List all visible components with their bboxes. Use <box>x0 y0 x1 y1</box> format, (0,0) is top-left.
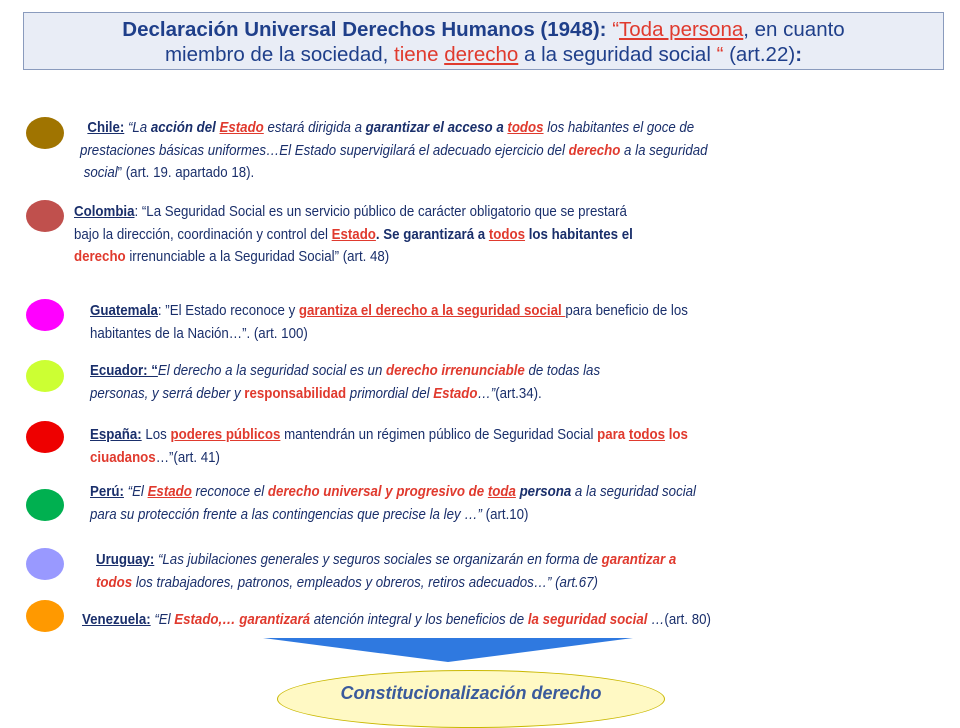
article-ref: ” (art. 19. apartado 18). <box>117 165 255 181</box>
highlight-garantizar: garantizar a <box>601 552 677 568</box>
article-ref: (art. 80) <box>664 612 711 628</box>
peru-bullet <box>26 489 64 521</box>
title-text: , en cuanto <box>743 18 845 41</box>
peru-line-1 <box>90 481 696 504</box>
text-segment: garantizar el acceso a <box>365 120 508 136</box>
text-segment: bajo la dirección, coordinación y control del <box>74 226 332 243</box>
venezuela-label: Venezuela: <box>82 612 151 628</box>
text-segment: de todas las <box>524 363 601 379</box>
guatemala-label: Guatemala <box>90 303 158 319</box>
highlight-todos: todos <box>96 574 133 591</box>
highlight-estado: Estado <box>147 484 192 500</box>
espana-bullet <box>26 421 64 453</box>
highlight-toda: toda <box>487 484 516 500</box>
text-segment: a la seguridad <box>620 142 708 159</box>
highlight-seguridad-social: la seguridad social <box>527 612 648 628</box>
uruguay-entry <box>96 549 676 594</box>
quote-mark: “ <box>154 552 163 568</box>
chile-entry <box>80 117 707 185</box>
uruguay-line-1 <box>96 549 676 572</box>
title-line-2 <box>24 42 943 67</box>
espana-label: España: <box>90 427 142 443</box>
highlight-todos: todos <box>488 226 526 243</box>
text-segment: a <box>474 226 489 243</box>
text-segment: mantendrán un régimen público de Seguridad Social <box>280 427 598 443</box>
text-segment: . Se <box>375 226 404 243</box>
conclusion-label: Constitucionalización derecho <box>340 683 602 703</box>
text-segment: atención integral y los beneficios de <box>310 612 528 628</box>
highlight-derecho-universal: derecho universal y progresivo de <box>267 484 488 500</box>
title-derecho: derecho <box>444 43 519 66</box>
text-segment: los trabajadores, patronos, empleados y obreros, retiros adecuados…” (art.67) <box>132 574 598 591</box>
article-ref: (art.34). <box>495 385 542 402</box>
venezuela-line-1 <box>82 609 711 632</box>
conclusion-ellipse <box>277 670 665 728</box>
text-segment: irrenunciable a la Seguridad Social” (art. 48) <box>125 249 390 265</box>
highlight-ciudadanos: ciuadanos <box>90 449 156 466</box>
highlight-derecho: derecho <box>568 142 621 159</box>
highlight-derecho-seguridad: garantiza el derecho a la seguridad social <box>298 303 566 319</box>
espana-entry <box>90 424 688 469</box>
text-segment: para su protección frente a las contingencias que precise la ley …” <box>90 506 486 523</box>
text-segment: Las jubilaciones generales y seguros sociales se organizarán en forma de <box>162 552 602 568</box>
highlight-estado-garantizara: Estado,… garantizará <box>174 612 311 628</box>
title-tiene: tiene <box>394 43 445 66</box>
peru-label: Perú: <box>90 484 124 500</box>
text-segment: El <box>158 612 175 628</box>
title-toda-persona: Toda persona <box>619 18 744 41</box>
title-quote-close: “ <box>716 43 724 66</box>
highlight-estado: Estado <box>433 385 478 402</box>
espana-line-2 <box>90 447 688 470</box>
article-ref: (art.10) <box>485 506 529 523</box>
ecuador-label: Ecuador: “ <box>90 363 158 379</box>
highlight-estado: Estado <box>331 226 376 243</box>
text-segment: los habitantes el <box>525 226 633 243</box>
venezuela-bullet <box>26 600 64 632</box>
colombia-bullet <box>26 200 64 232</box>
quote-mark: “ <box>150 612 159 628</box>
colombia-line-1 <box>74 201 633 224</box>
highlight-derecho: derecho <box>74 249 126 265</box>
title-line-1 <box>24 17 943 42</box>
title-text: a la seguridad social <box>518 43 717 66</box>
highlight-todos: todos <box>628 427 666 443</box>
title-article: (art.22) <box>723 43 796 66</box>
highlight-todos: todos <box>507 120 544 136</box>
ecuador-entry <box>90 360 600 405</box>
title-box <box>23 12 944 70</box>
colombia-line-3 <box>74 246 633 269</box>
text-segment: acción del <box>150 120 220 136</box>
title-quote-open: “ <box>612 18 620 41</box>
text-segment: … <box>647 612 665 628</box>
text-segment: : “La Seguridad Social es un servicio público de carácter obligatorio que se prestará <box>134 204 627 220</box>
article-ref: …”(art. 41) <box>155 449 220 466</box>
uruguay-bullet <box>26 548 64 580</box>
ecuador-bullet <box>26 360 64 392</box>
venezuela-entry <box>82 609 711 632</box>
espana-line-1 <box>90 424 688 447</box>
peru-entry <box>90 481 696 526</box>
text-segment: Los <box>141 427 171 443</box>
guatemala-entry <box>90 300 688 345</box>
ecuador-line-2 <box>90 383 600 406</box>
highlight-responsabilidad: responsabilidad <box>244 385 347 402</box>
text-segment: El derecho a la seguridad social es un <box>157 363 387 379</box>
uruguay-line-2 <box>96 572 676 595</box>
quote-mark: “ <box>123 484 133 500</box>
text-segment: estará dirigida a <box>263 120 366 136</box>
chile-line-3 <box>80 162 707 185</box>
text-segment: primordial del <box>346 385 434 402</box>
highlight-poderes: poderes públicos <box>170 427 281 443</box>
text-segment: para <box>597 427 629 443</box>
text-segment: persona <box>515 484 572 500</box>
text-segment: habitantes de la Nación…”. (art. 100) <box>90 325 308 342</box>
text-segment: El <box>132 484 148 500</box>
text-segment: para beneficio de los <box>565 303 688 319</box>
guatemala-line-1 <box>90 300 688 323</box>
text-segment: …” <box>477 385 496 402</box>
title-colon: : <box>795 43 803 66</box>
ecuador-line-1 <box>90 360 600 383</box>
colombia-label: Colombia <box>74 204 135 220</box>
text-segment: personas, y serrá deber y <box>90 385 245 402</box>
guatemala-line-2 <box>90 323 688 346</box>
chile-line-1 <box>80 117 707 140</box>
text-segment: garantizará <box>403 226 475 243</box>
colombia-line-2 <box>74 224 633 247</box>
peru-line-2 <box>90 504 696 527</box>
highlight-estado: Estado <box>219 120 264 136</box>
quote-mark: “ <box>124 120 133 136</box>
text-segment: a la seguridad social <box>571 484 697 500</box>
text-segment: prestaciones básicas uniformes…El Estado supervigilará el adecuado ejercicio del <box>80 142 569 159</box>
funnel-arrow <box>263 638 633 662</box>
chile-bullet <box>26 117 64 149</box>
text-segment: reconoce el <box>191 484 268 500</box>
text-segment: los <box>665 427 688 443</box>
highlight-derecho: derecho irrenunciable <box>386 363 525 379</box>
title-heading: Declaración Universal Derechos Humanos (1948): <box>122 18 613 41</box>
title-text: miembro de la sociedad, <box>164 43 395 66</box>
text-segment: social <box>83 165 118 181</box>
text-segment: los habitantes el goce de <box>543 120 695 136</box>
chile-label: Chile: <box>87 120 125 136</box>
text-segment: La <box>132 120 151 136</box>
colombia-entry <box>74 201 633 269</box>
chile-line-2 <box>80 140 707 163</box>
uruguay-label: Uruguay: <box>96 552 155 568</box>
guatemala-bullet <box>26 299 64 331</box>
text-segment: : ”El Estado reconoce y <box>157 303 299 319</box>
